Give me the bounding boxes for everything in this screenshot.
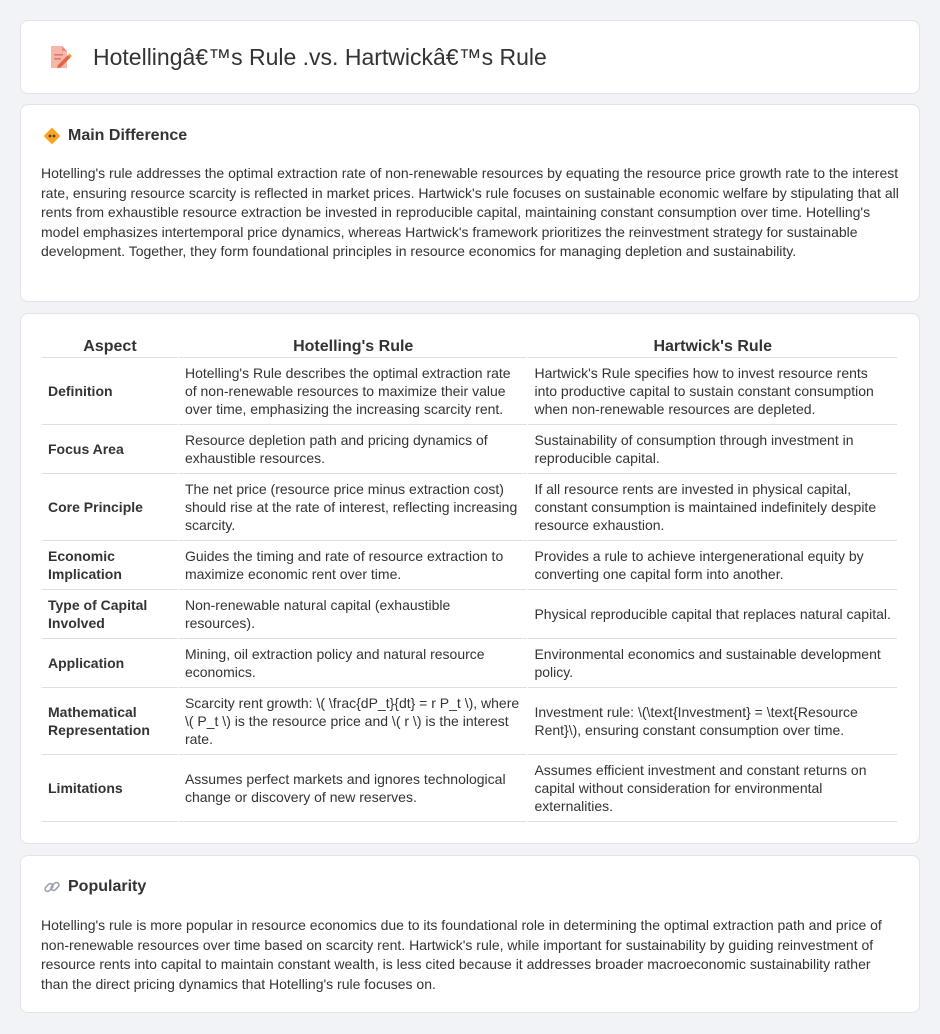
comparison-card: [20, 313, 920, 844]
main-difference-card: [20, 104, 920, 302]
popularity-title: Popularity: [68, 878, 147, 895]
main-difference-header: [43, 127, 187, 145]
hotelling-cell: The net price (resource price minus extraction cost) should rise at the rate of interest, reflecting increasing scarcity.: [179, 474, 528, 541]
popularity-header: [43, 878, 146, 896]
aspect-cell: Focus Area: [42, 425, 178, 474]
aspect-cell: Type of Capital Involved: [42, 590, 178, 639]
aspect-cell: Mathematical Representation: [42, 688, 178, 755]
header-hotelling: Hotelling's Rule: [179, 334, 528, 358]
hotelling-cell: Guides the timing and rate of resource extraction to maximize economic rent over time.: [179, 541, 528, 590]
table-row: [42, 425, 897, 474]
diamond-sign-icon: [43, 127, 61, 145]
hartwick-cell: Physical reproducible capital that replaces natural capital.: [528, 590, 897, 639]
popularity-card: [20, 855, 920, 1013]
table-row: [42, 541, 897, 590]
header-hartwick: Hartwick's Rule: [528, 334, 897, 358]
link-icon: [43, 878, 61, 896]
hartwick-cell: If all resource rents are invested in physical capital, constant consumption is maintained indefinitely despite resource exhaustion.: [528, 474, 897, 541]
hotelling-cell: Hotelling's Rule describes the optimal extraction rate of non-renewable resources to maximize their value over time, emphasizing the increasing scarcity rent.: [179, 358, 528, 425]
hotelling-cell: Mining, oil extraction policy and natural resource economics.: [179, 639, 528, 688]
aspect-cell: Core Principle: [42, 474, 178, 541]
comparison-table: [41, 334, 898, 822]
main-difference-text: Hotelling's rule addresses the optimal extraction rate of non-renewable resources by equating the resource price growth rate to the interest rate, ensuring resource scarcity is reflected in market prices. Hartwick's rule focuses on sustainable economic welfare by stipulating that all rents from exhaustible resource extraction be invested in reproducible capital, maintaining constant consumption over time. Hotelling's model emphasizes intertemporal price dynamics, whereas Hartwick's framework prioritizes the reinvestment strategy for sustainable development. Together, they form foundational principles in resource economics for managing depletion and sustainability.: [41, 165, 899, 259]
page-title: Hotellingâ€™s Rule .vs. Hartwickâ€™s Rule: [93, 43, 547, 70]
header-aspect: Aspect: [42, 334, 178, 358]
aspect-cell: Limitations: [42, 755, 178, 822]
title-row: [45, 43, 547, 71]
popularity-text: Hotelling's rule is more popular in resource economics due to its foundational role in determining the optimal extraction path and price of non-renewable resources over time based on scarcity rent. Hartwick's rule, while important for sustainability by guiding reinvestment of resource rents into capital to maintain constant wealth, is less cited because it addresses broader macroeconomic sustainability rather than the direct pricing dynamics that Hotelling's rule focuses on.: [41, 917, 882, 992]
table-row: [42, 755, 897, 822]
hartwick-cell: Provides a rule to achieve intergenerational equity by converting one capital form into another.: [528, 541, 897, 590]
hotelling-cell: Resource depletion path and pricing dynamics of exhaustible resources.: [179, 425, 528, 474]
table-row: [42, 358, 897, 425]
hartwick-cell: Investment rule: \(\text{Investment} = \text{Resource Rent}\), ensuring constant consumption over time.: [528, 688, 897, 755]
hotelling-cell: Scarcity rent growth: \( \frac{dP_t}{dt} = r P_t \), where \( P_t \) is the resource price and \( r \) is the interest rate.: [179, 688, 528, 755]
hartwick-cell: Environmental economics and sustainable development policy.: [528, 639, 897, 688]
table-row: [42, 688, 897, 755]
table-row: [42, 639, 897, 688]
aspect-cell: Economic Implication: [42, 541, 178, 590]
hotelling-cell: Assumes perfect markets and ignores technological change or discovery of new reserves.: [179, 755, 528, 822]
title-card: [20, 20, 920, 94]
hartwick-cell: Hartwick's Rule specifies how to invest resource rents into productive capital to sustain constant consumption when non-renewable resources are depleted.: [528, 358, 897, 425]
main-difference-title: Main Difference: [68, 127, 188, 144]
aspect-cell: Application: [42, 639, 178, 688]
hartwick-cell: Assumes efficient investment and constant returns on capital without consideration for environmental externalities.: [528, 755, 897, 822]
table-row: [42, 474, 897, 541]
aspect-cell: Definition: [42, 358, 178, 425]
table-row: [42, 590, 897, 639]
hartwick-cell: Sustainability of consumption through investment in reproducible capital.: [528, 425, 897, 474]
table-header-row: [42, 334, 897, 358]
document-edit-icon: [45, 43, 73, 71]
hotelling-cell: Non-renewable natural capital (exhaustible resources).: [179, 590, 528, 639]
